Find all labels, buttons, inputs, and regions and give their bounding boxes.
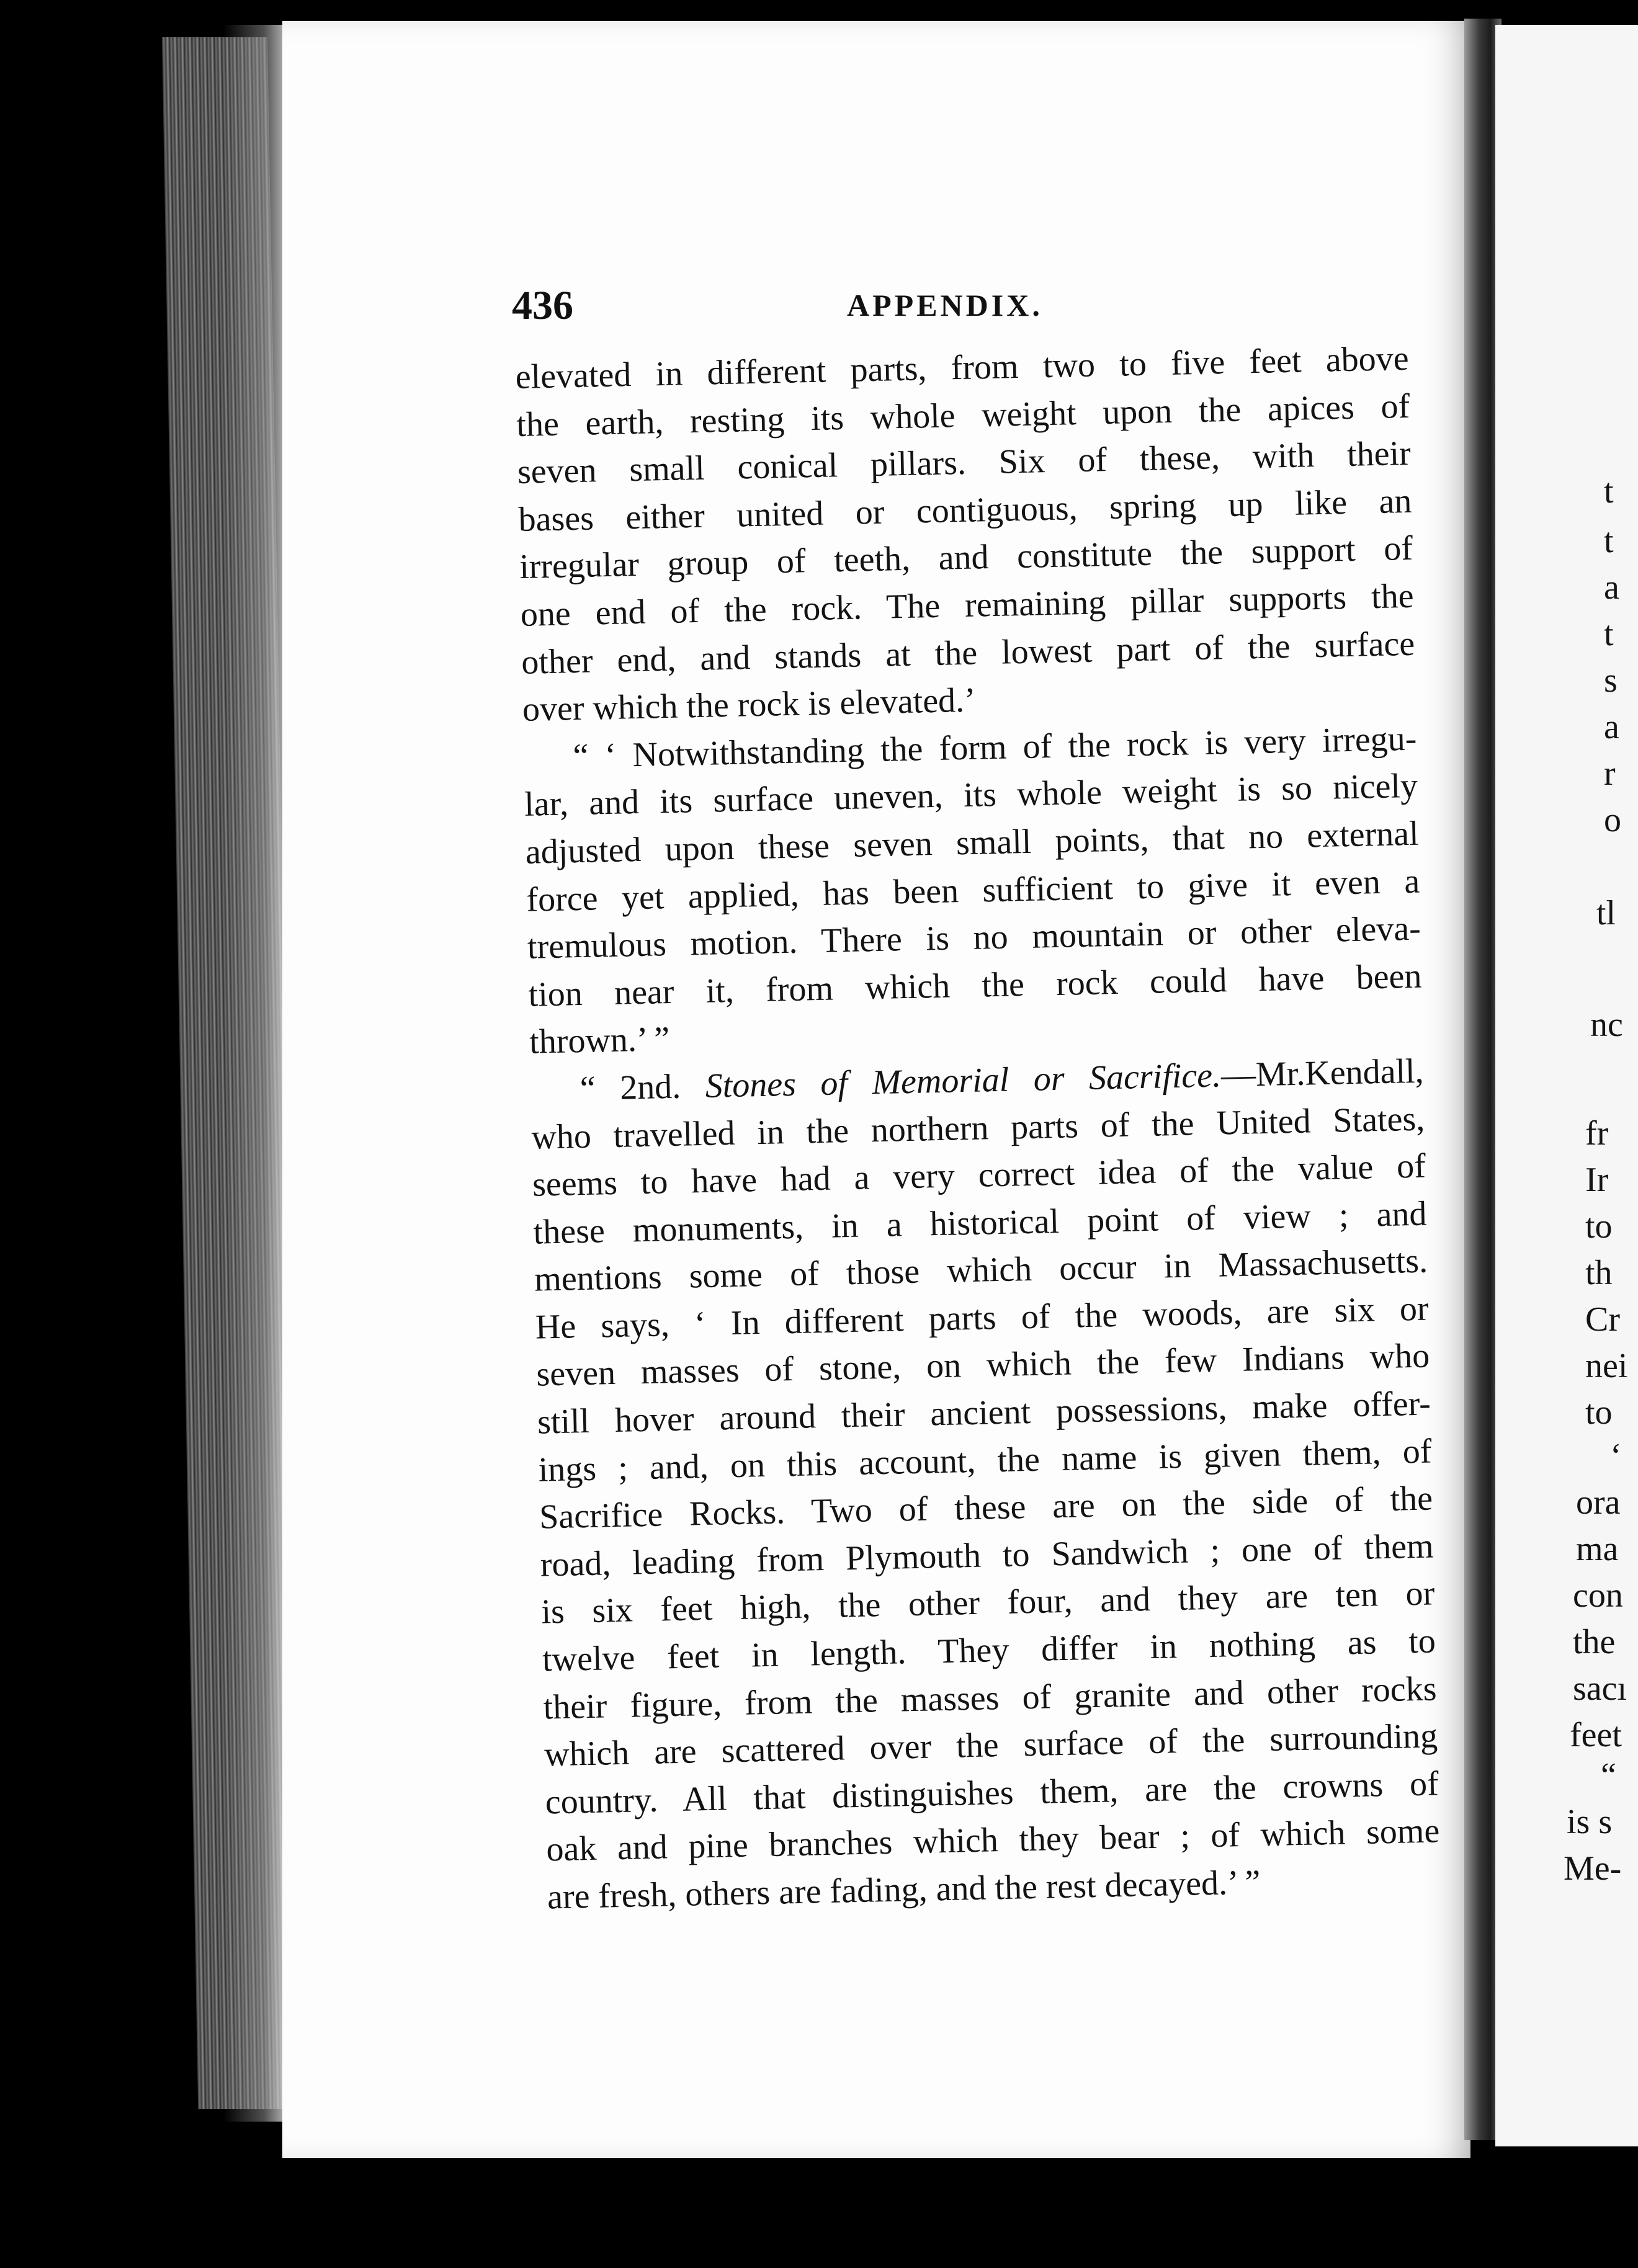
facing-fragment: t	[1604, 472, 1614, 511]
text-line: bases either united or contiguous, spring up like an	[517, 481, 1412, 539]
facing-fragment: ora	[1576, 1483, 1621, 1522]
facing-fragment: Me-	[1564, 1849, 1622, 1888]
text-line: who travelled in the northern parts of the United States,	[530, 1099, 1425, 1157]
text-line: these monuments, in a historical point of view ; and	[533, 1194, 1428, 1252]
facing-fragment: Cr	[1585, 1300, 1620, 1339]
text-line: one end of the rock. The remaining pillar supports the	[520, 576, 1415, 634]
page-number: 436	[512, 283, 573, 328]
facing-fragment: a	[1604, 568, 1619, 607]
facing-fragment: a	[1604, 708, 1619, 746]
text-line: lar, and its surface uneven, its whole weight is so nicely	[524, 767, 1418, 824]
facing-fragment: fr	[1585, 1114, 1609, 1153]
text-line: seems to have had a very correct idea of the value of	[532, 1146, 1426, 1204]
facing-fragment: is s	[1567, 1803, 1613, 1841]
facing-fragment: th	[1585, 1254, 1613, 1292]
text-line: He says, ‘ In different parts of the woods, are six or	[535, 1289, 1430, 1347]
text-line: elevated in different parts, from two to five feet above	[515, 339, 1410, 396]
section-lead: “ 2nd.	[580, 1066, 706, 1108]
facing-fragment: feet	[1570, 1716, 1622, 1754]
text-line: road, leading from Plymouth to Sandwich ; one of them	[540, 1527, 1434, 1584]
text-line: are fresh, others are fading, and the rest decayed.’ ”	[547, 1863, 1261, 1917]
text-line: Sacrifice Rocks. Two of these are on the side of the	[539, 1479, 1433, 1537]
text-line: irregular group of teeth, and constitute the support of	[519, 529, 1413, 587]
page-edge-fade	[223, 25, 292, 2122]
facing-fragment: tl	[1596, 894, 1616, 932]
facing-fragment: nei	[1585, 1347, 1628, 1385]
text-line: seven small conical pillars. Six of these, with their	[517, 434, 1412, 492]
facing-fragment: con	[1573, 1576, 1623, 1615]
facing-fragment: t	[1604, 615, 1614, 653]
text-line: twelve feet in length. They differ in nothing as to	[542, 1622, 1436, 1679]
facing-fragment: the	[1573, 1623, 1616, 1661]
facing-page-fragments	[1554, 0, 1629, 2268]
facing-fragment: “	[1601, 1756, 1616, 1795]
text-line: over which the rock is elevated.’	[522, 681, 977, 730]
facing-fragment: ‘	[1610, 1437, 1622, 1475]
text-line: tremulous motion. There is no mountain or other eleva-	[527, 909, 1421, 967]
text-line: mentions some of those which occur in Massachusetts.	[534, 1241, 1428, 1299]
facing-fragment: nc	[1590, 1006, 1623, 1044]
text-line: adjusted upon these seven small points, that no external	[525, 814, 1420, 872]
text-line: oak and pine branches which they bear ; of which some	[545, 1811, 1440, 1869]
text-line: country. All that distinguishes them, are the crowns of	[545, 1764, 1439, 1822]
facing-fragment: Ir	[1585, 1161, 1609, 1199]
text-line: “ ‘ Notwithstanding the form of the rock is very irregu-	[572, 719, 1417, 775]
facing-fragment: r	[1604, 754, 1616, 793]
text-line: seven masses of stone, on which the few Indians who	[535, 1336, 1430, 1395]
facing-fragment: s	[1604, 661, 1618, 700]
facing-fragment: to	[1585, 1207, 1613, 1246]
text-line: ings ; and, on this account, the name is given them, of	[538, 1432, 1433, 1489]
facing-fragment: ma	[1576, 1530, 1619, 1568]
facing-fragment: o	[1604, 801, 1621, 839]
text-line: which are scattered over the surface of the surrounding	[544, 1717, 1438, 1774]
text-line: other end, and stands at the lowest part of the surface	[521, 624, 1415, 682]
page-header	[512, 282, 1052, 332]
facing-fragment: to	[1585, 1393, 1613, 1432]
text-line: their figure, from the masses of granite and other rocks	[543, 1669, 1438, 1727]
facing-fragment: t	[1604, 522, 1614, 560]
text-line: still hover around their ancient possessions, make offer-	[537, 1384, 1431, 1442]
facing-fragment: sacı	[1573, 1669, 1627, 1708]
body-text	[515, 335, 1441, 1921]
text-line: is six feet high, the other four, and they are ten or	[540, 1574, 1435, 1632]
text-line: force yet applied, has been sufficient to give it even a	[526, 862, 1420, 919]
section-title: Stones of Memorial or Sacrifice.	[705, 1056, 1222, 1105]
text-line: thrown.’ ”	[529, 1020, 670, 1062]
text-line: the earth, resting its whole weight upon the apices of	[516, 386, 1410, 444]
text-line: tion near it, from which the rock could have been	[527, 957, 1422, 1014]
section-lead-rest: —Mr.Kendall,	[1220, 1051, 1425, 1095]
running-head: APPENDIX.	[847, 288, 1043, 323]
